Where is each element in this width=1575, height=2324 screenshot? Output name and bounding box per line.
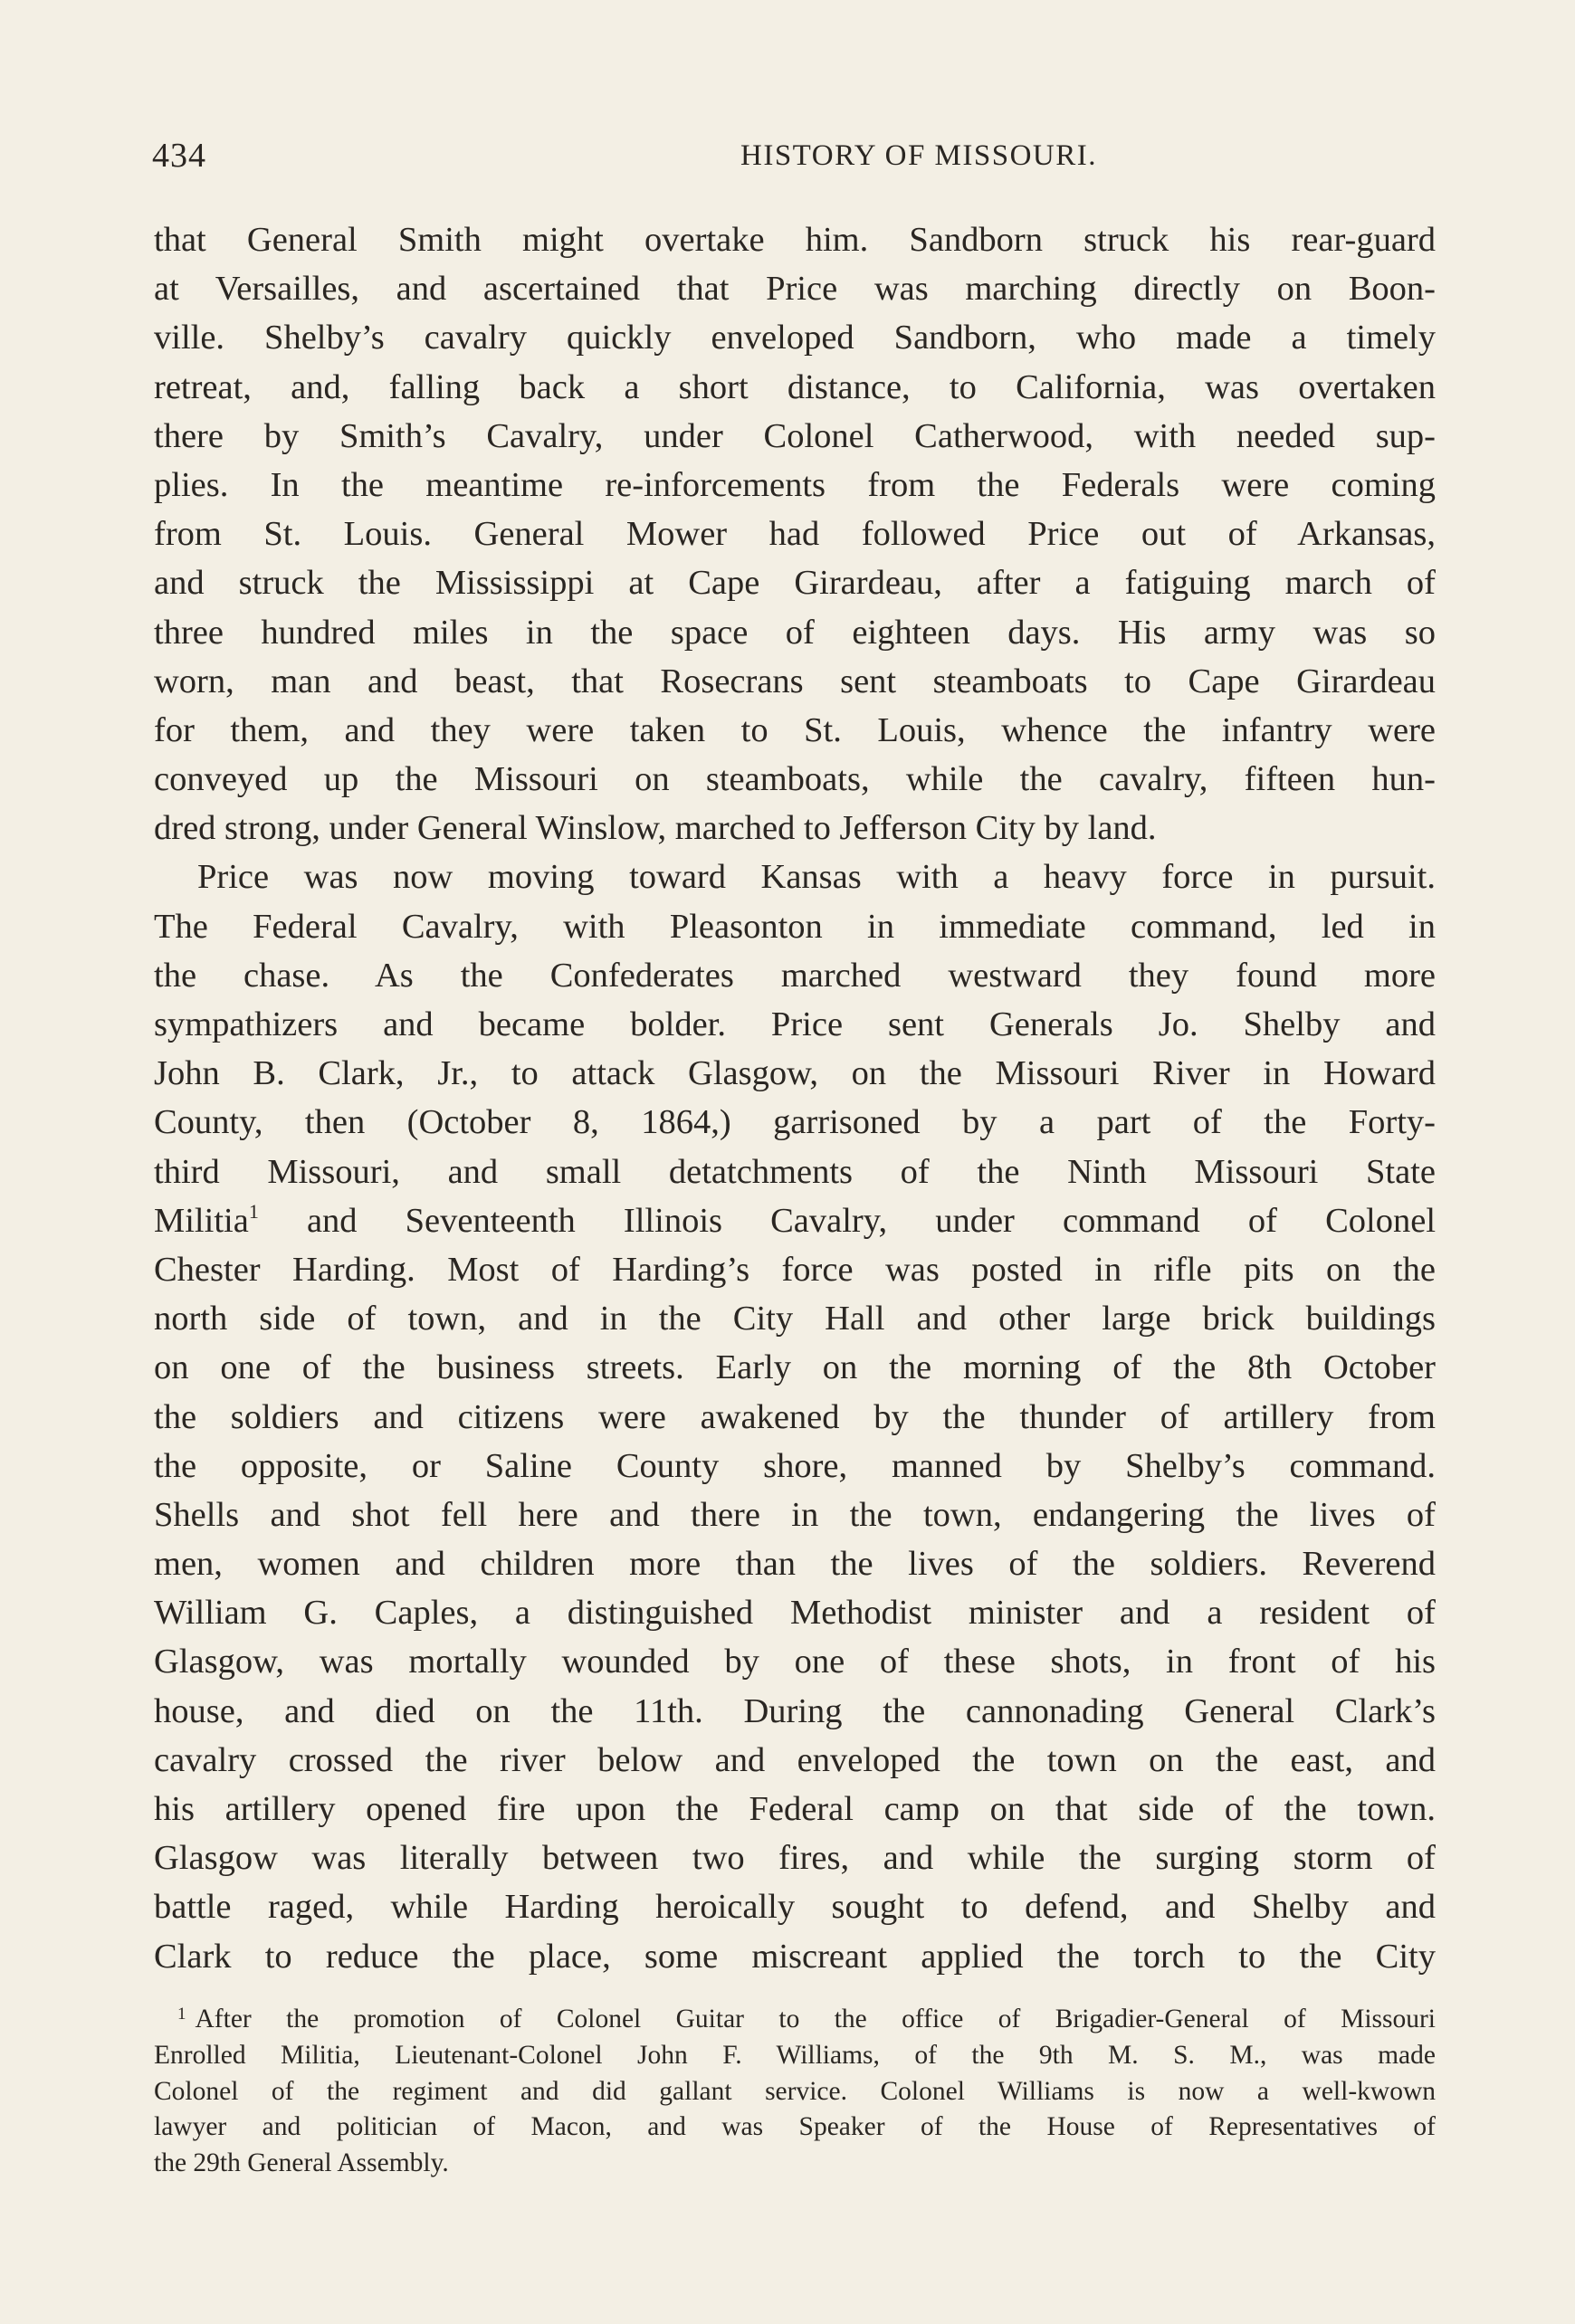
footnote-line [154,2002,1436,2038]
text-line: Shells and shot fell here and there in the town, endangering the lives of [154,1495,1436,1534]
text-line: on one of the business streets. Early on the morning of the 8th October [154,1348,1436,1387]
text-line: the soldiers and citizens were awakened by the thunder of artillery from [154,1397,1436,1436]
text-line: cavalry crossed the river below and enveloped the town on the east, and [154,1740,1436,1779]
running-head: HISTORY OF MISSOURI. [740,139,1097,172]
text-line: there by Smith’s Cavalry, under Colonel Catherwood, with needed sup- [154,416,1436,455]
text-line: plies. In the meantime re-inforcements from the Federals were coming [154,465,1436,504]
text-line: Chester Harding. Most of Harding’s force was posted in rifle pits on the [154,1250,1436,1289]
text-line-with-footnote-ref [154,1196,1436,1245]
text-line: house, and died on the 11th. During the cannonading General Clark’s [154,1691,1436,1730]
text-line: sympathizers and became bolder. Price sent Generals Jo. Shelby and [154,1005,1436,1043]
footnote-ref-mark: 1 [248,1199,259,1223]
footnote-line: Enrolled Militia, Lieutenant-Colonel John F. Williams, of the 9th M. S. M., was made [154,2040,1436,2070]
text-line: Glasgow was literally between two fires, and while the surging storm of [154,1839,1436,1878]
text-line: William G. Caples, a distinguished Methodist minister and a resident of [154,1594,1436,1633]
text-line: dred strong, under General Winslow, marched to Jefferson City by land. [154,809,1157,848]
footnote-text: After the promotion of Colonel Guitar to the office of Brigadier-General of Missouri [195,2005,1436,2034]
text-line: County, then (October 8, 1864,) garrisoned by a part of the Forty- [154,1103,1436,1142]
text-line: men, women and children more than the lives of the soldiers. Reverend [154,1545,1436,1584]
footnote-line: Colonel of the regiment and did gallant service. Colonel Williams is now a well-kwown [154,2076,1436,2106]
body-text [154,215,1436,1981]
text-line: Clark to reduce the place, some miscreant applied the torch to the City [154,1937,1436,1976]
text-line: north side of town, and in the City Hall and other large brick buildings [154,1300,1436,1338]
page-header [152,136,1437,190]
text-line: for them, and they were taken to St. Louis, whence the infantry were [154,710,1436,749]
footnote-line: the 29th General Assembly. [154,2148,449,2178]
text-line: battle raged, while Harding heroically sought to defend, and Shelby and [154,1888,1436,1927]
text-line: the chase. As the Confederates marched westward they found more [154,956,1436,995]
text-line: Glasgow, was mortally wounded by one of these shots, in front of his [154,1643,1436,1681]
text-line: his artillery opened fire upon the Federal camp on that side of the town. [154,1790,1436,1828]
text-line: third Missouri, and small detatchments of the Ninth Missouri State [154,1152,1436,1191]
footnote-line: lawyer and politician of Macon, and was Speaker of the House of Representatives of [154,2112,1436,2142]
text-line: at Versailles, and ascertained that Price was marching directly on Boon- [154,270,1436,309]
footnote [154,2002,1436,2182]
text-line: the opposite, or Saline County shore, manned by Shelby’s command. [154,1446,1436,1485]
text-line: conveyed up the Missouri on steamboats, while the cavalry, fifteen hun- [154,760,1436,799]
text-line: Price was now moving toward Kansas with a heavy force in pursuit. [197,858,1436,897]
text-line: retreat, and, falling back a short distance, to California, was overtaken [154,367,1436,406]
text-line: ville. Shelby’s cavalry quickly enveloped Sandborn, who made a timely [154,319,1436,357]
text-line: three hundred miles in the space of eighteen days. His army was so [154,613,1436,652]
page-number: 434 [152,137,206,175]
militia-word: Militia [154,1201,249,1240]
text-line: worn, man and beast, that Rosecrans sent steamboats to Cape Girardeau [154,662,1436,700]
text-line: John B. Clark, Jr., to attack Glasgow, on the Missouri River in Howard [154,1054,1436,1093]
text-line: and struck the Mississippi at Cape Girardeau, after a fatiguing march of [154,564,1436,603]
text-line: from St. Louis. General Mower had followed Price out of Arkansas, [154,515,1436,554]
footnote-mark: 1 [177,2005,186,2024]
text-line: The Federal Cavalry, with Pleasonton in immediate command, led in [154,907,1436,946]
text-line: that General Smith might overtake him. Sandborn struck his rear-guard [154,221,1436,259]
text-line-rest: and Seventeenth Illinois Cavalry, under command of Colonel [306,1201,1437,1240]
